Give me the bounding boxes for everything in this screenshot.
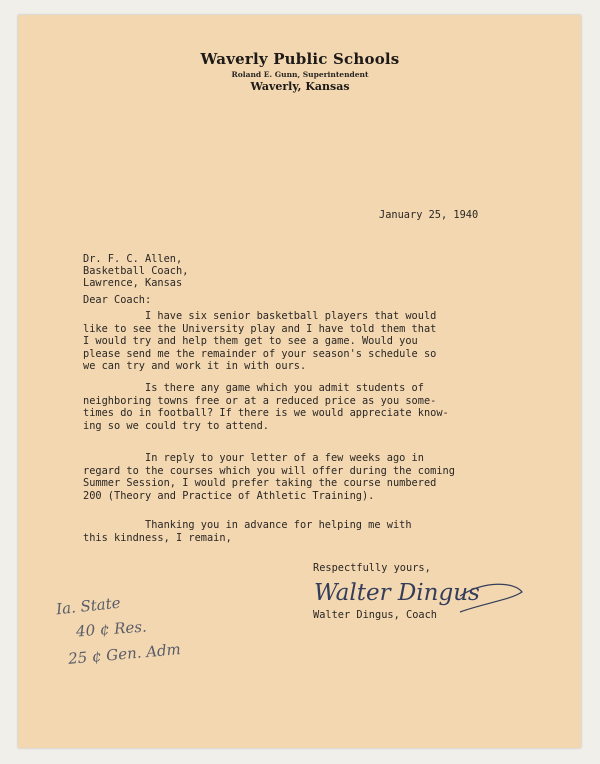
letter-date: January 25, 1940	[379, 209, 479, 221]
svg-text:Walter Dingus: Walter Dingus	[314, 580, 480, 606]
paragraph-4: Thanking you in advance for helping me with this kindness, I remain,	[83, 519, 412, 544]
recipient-title: Basketball Coach,	[83, 265, 189, 277]
salutation: Dear Coach:	[83, 294, 152, 306]
paragraph-2: Is there any game which you admit students of neighboring towns free or at a reduced price as you some- times do in football? If there is we would appreciate know- ing so we could try to attend.	[83, 382, 449, 432]
closing: Respectfully yours,	[313, 562, 431, 574]
paragraph-3: In reply to your letter of a few weeks ago in regard to the courses which you will offer during the coming Summer Session, I would prefer taking the course numbered 200 (Theory and Practice of Athletic Training).	[83, 452, 455, 502]
handwritten-note-2: 40 ¢ Res.	[75, 617, 148, 641]
signer-name: Walter Dingus, Coach	[313, 609, 437, 621]
letterhead-city: Waverly, Kansas	[250, 80, 350, 93]
recipient-name: Dr. F. C. Allen,	[83, 253, 183, 265]
handwritten-note-1: Ia. State	[55, 593, 122, 619]
recipient-city: Lawrence, Kansas	[83, 277, 183, 289]
letterhead-name: Waverly Public Schools	[200, 50, 400, 68]
paragraph-1: I have six senior basketball players that would like to see the University play and I have told them that I would try and help them get to see a game. Would you please send me the remainder of your season's schedule so we can try and work it in with ours.	[83, 310, 437, 372]
letterhead-superintendent: Roland E. Gunn, Superintendent	[231, 70, 369, 79]
handwritten-note-3: 25 ¢ Gen. Adm	[67, 640, 182, 668]
